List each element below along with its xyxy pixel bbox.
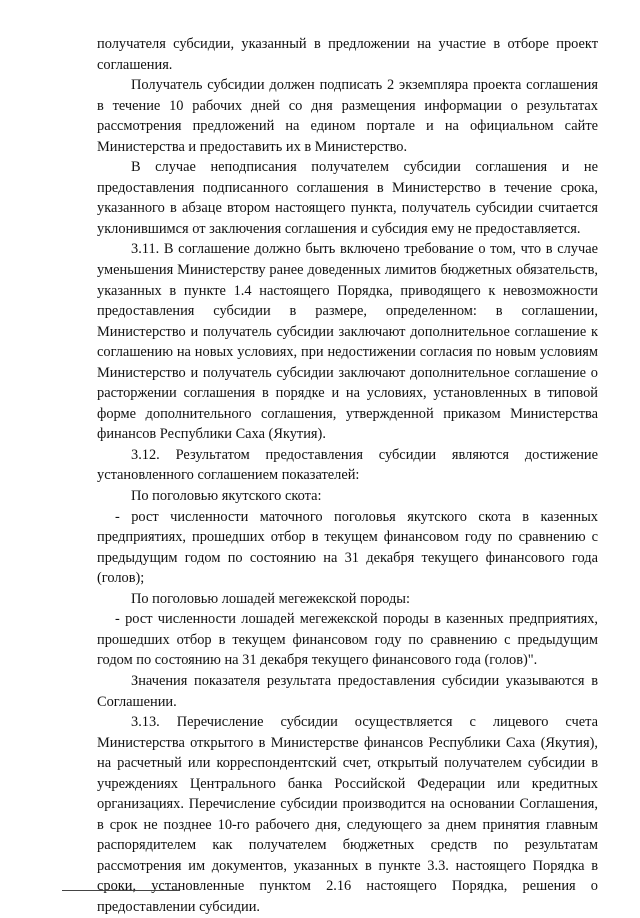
paragraph-continuation: получателя субсидии, указанный в предложении на участие в отборе проект соглашения. [97, 36, 598, 73]
paragraph-yakut-cattle-indicator: - рост численности маточного поголовья якутского скота в казенных предприятиях, прошедших отбор в текущем финансовом году по сравнению с предыдущим годом по состоянию на 31 декабря текущего финансового года (голов); [97, 508, 598, 587]
paragraph-indicator-values: Значения показателя результата предоставления субсидии указываются в Соглашении. [97, 672, 598, 710]
paragraph-yakut-cattle-heading: По поголовью якутского скота: [131, 488, 322, 505]
paragraph-horses-heading: По поголовью лошадей мегежекской породы: [131, 590, 410, 607]
paragraph-clause-3-11: 3.11. В соглашение должно быть включено требование о том, что в случае уменьшения Министерству ранее доведенных лимитов бюджетных обязательств, указанных в пункте 1.4 настоящего Порядка, приводящего к невозможности предоставления субсидии в размере, определенном: в соглашении, Министерство и получатель субсидии заключают дополнительное соглашение к соглашению на новых условиях, при недостижении согласия по новым условиям Министерство и получатель субсидии заключают дополнительное соглашение о расторжении соглашения в порядке и на условиях, установленных в типовой форме дополнительного соглашения, утвержденной приказом Министерства финансов Республики Саха (Якутия). [97, 241, 598, 443]
paragraph-signing-term: Получатель субсидии должен подписать 2 экземпляра проекта соглашения в течение 10 рабочих дней со дня размещения информации о результатах рассмотрения предложений на едином портале и на официальном сайте Министерства и предоставить их в Министерство. [97, 77, 598, 155]
paragraph-non-signing: В случае неподписания получателем субсидии соглашения и не предоставления подписанного соглашения в Министерство в течение срока, указанного в абзаце втором настоящего пункта, получатель субсидии считается уклонившимся от заключения соглашения и субсидия ему не предоставляется. [97, 159, 598, 237]
paragraph-clause-3-12: 3.12. Результатом предоставления субсидии являются достижение установленного соглашением показателей: [97, 446, 598, 484]
paragraph-clause-3-13: 3.13. Перечисление субсидии осуществляется с лицевого счета Министерства открытого в Министерстве финансов Республики Саха (Якутия), на расчетный или корреспондентский счет, открытый получателем субсидии в учреждениях Центрального банка Российской Федерации или кредитных организациях. Перечисление субсидии производится на основании Соглашения, в срок не позднее 10-го рабочего дня, следующего за днем принятия главным распорядителем как получателем бюджетных средств по результатам рассмотрения им документов, указанных в пункте 3.3. настоящего Порядка в сроки, установленные пунктом 2.16 настоящего Порядка, решения о предоставлении субсидии. [97, 714, 598, 915]
paragraph-horses-indicator: - рост численности лошадей мегежекской породы в казенных предприятиях, прошедших отбор в текущем финансовом году по сравнению с предыдущим годом по состоянию на 31 декабря текущего финансового года (голов)". [97, 611, 598, 669]
document-body [97, 34, 598, 918]
footer-divider [62, 890, 180, 891]
